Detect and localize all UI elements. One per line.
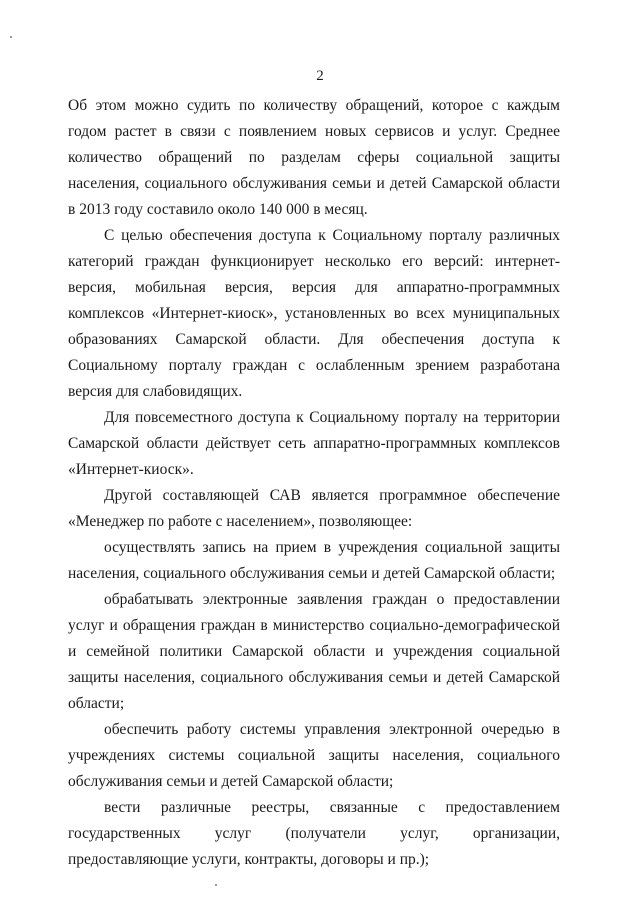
list-item: обеспечить работу системы управления электронной очередью в учреждениях системы социальной защиты населения, социального обслуживания семьи и детей Самарской области; (68, 721, 560, 790)
paragraph: С целью обеспечения доступа к Социальному порталу различных категорий граждан функционирует несколько его версий: интернет-версия, мобильная версия, версия для аппаратно-программных комплексов «Интернет-киоск», установленных во всех муниципальных образованиях Самарской области. Для обеспечения доступа к Социальному порталу граждан с ослабленным зрением разработана версия для слабовидящих. (68, 227, 560, 400)
paragraph: Для повсеместного доступа к Социальному порталу на территории Самарской области действует сеть аппаратно-программных комплексов «Интернет-киоск». (68, 409, 560, 478)
list-item: обрабатывать электронные заявления граждан о предоставлении услуг и обращения граждан в министерство социально-демографической и семейной политики Самарской области и учреждения социальной защиты населения, социального обслуживания семьи и детей Самарской области; (68, 591, 560, 712)
list-item: осуществлять запись на прием в учреждения социальной защиты населения, социального обслуживания семьи и детей Самарской области; (68, 539, 560, 582)
document-body (68, 93, 560, 873)
list-item: вести различные реестры, связанные с предоставлением государственных услуг (получатели услуг, организации, предоставляющие услуги, контракты, договоры и пр.); (68, 799, 560, 868)
page-number: 2 (316, 68, 324, 84)
scan-speck (215, 884, 217, 886)
paragraph: Другой составляющей САВ является программное обеспечение «Менеджер по работе с населением», позволяющее: (68, 487, 560, 530)
scan-speck (10, 36, 12, 38)
paragraph: Об этом можно судить по количеству обращений, которое с каждым годом растет в связи с появлением новых сервисов и услуг. Среднее количество обращений по разделам сферы социальной защиты населения, социального обслуживания семьи и детей Самарской области в 2013 году составило около 140 000 в месяц. (68, 97, 560, 218)
